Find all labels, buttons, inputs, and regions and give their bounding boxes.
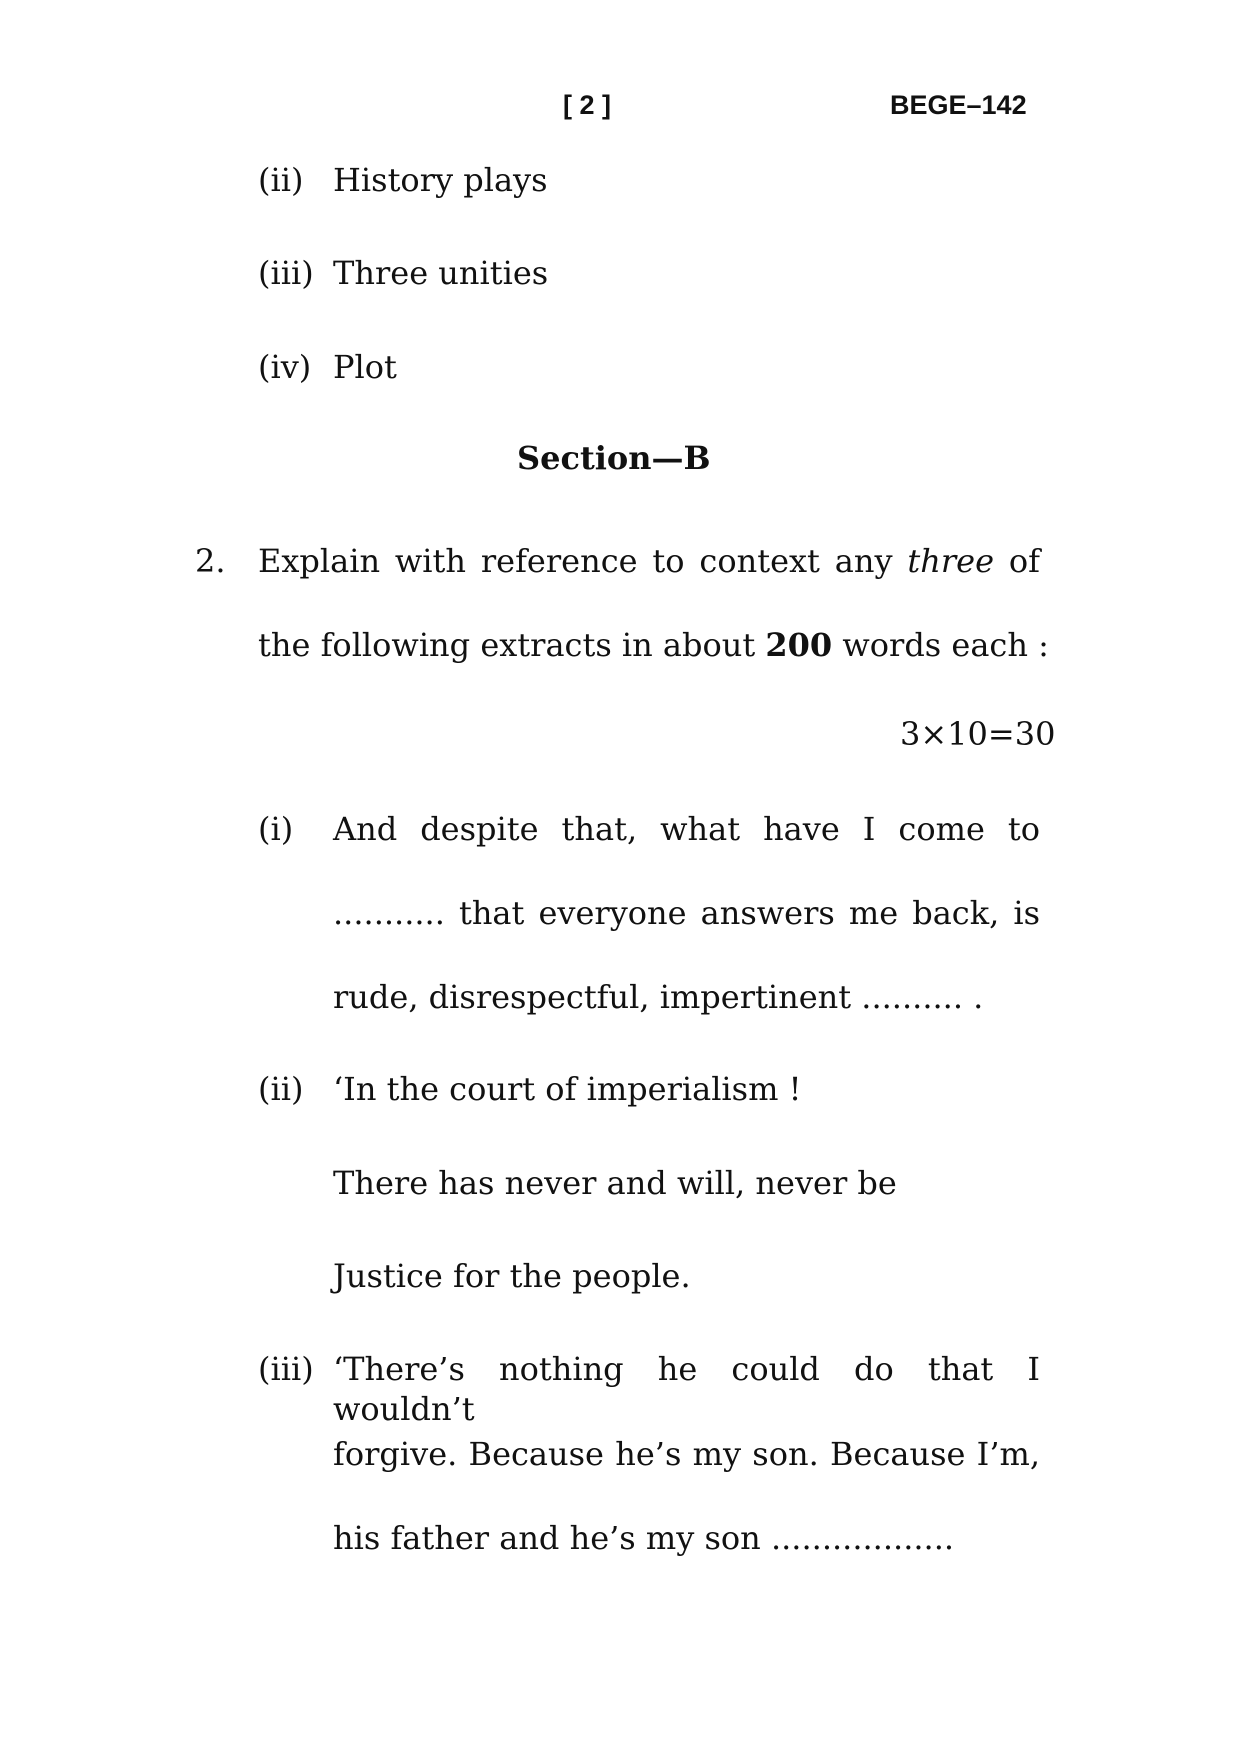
extract-line: ........... that everyone answers me back, is: [333, 894, 1040, 932]
list-label: (ii): [258, 161, 304, 199]
list-item: Plot: [333, 348, 397, 386]
extract-line: ‘In the court of imperialism !: [333, 1070, 802, 1108]
question-number: 2.: [195, 542, 226, 580]
question-text: the following extracts in about: [258, 626, 766, 664]
extract-line: his father and he’s my son ..................: [333, 1519, 955, 1557]
emphasis-three: three: [907, 542, 995, 580]
marks-allocation: 3×10=30: [900, 715, 1056, 753]
question-line-1: [258, 541, 1040, 581]
section-title: Section—B: [517, 439, 711, 477]
extract-line: ‘There’s nothing he could do that I wouldn’t: [333, 1350, 1040, 1428]
list-label: (iii): [258, 254, 314, 292]
list-label: (iv): [258, 348, 312, 386]
question-text: Explain with reference to context any: [258, 542, 908, 580]
question-line-2: [258, 625, 1049, 665]
question-text: of: [994, 542, 1041, 580]
extract-line: rude, disrespectful, impertinent .......... .: [333, 978, 984, 1016]
extract-line: Justice for the people.: [333, 1257, 691, 1295]
extract-label: (ii): [258, 1070, 304, 1108]
page-number: [ 2 ]: [563, 90, 612, 120]
word-count: 200: [765, 626, 833, 664]
list-item: History plays: [333, 161, 548, 199]
extract-line: There has never and will, never be: [333, 1164, 897, 1202]
list-item: Three unities: [333, 254, 549, 292]
extract-line: forgive. Because he’s my son. Because I’m,: [333, 1435, 1040, 1473]
extract-label: (iii): [258, 1350, 314, 1388]
course-code: BEGE–142: [890, 90, 1027, 120]
question-text: words each :: [832, 626, 1049, 664]
extract-line: And despite that, what have I come to: [333, 810, 1040, 848]
extract-label: (i): [258, 810, 294, 848]
